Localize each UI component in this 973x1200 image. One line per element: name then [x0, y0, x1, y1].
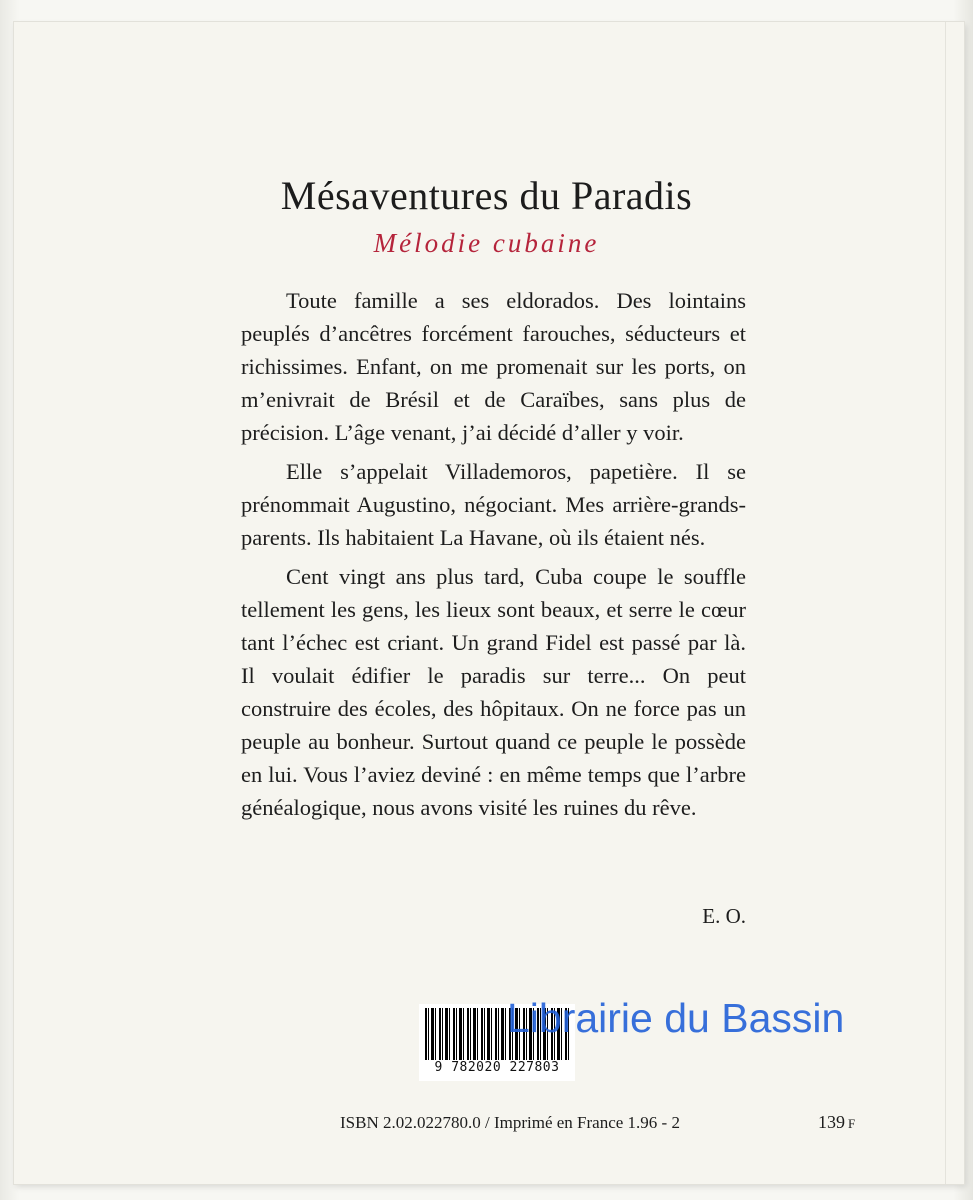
blurb-text [241, 284, 746, 830]
isbn-line: ISBN 2.02.022780.0 / Imprimé en France 1.96 - 2 [340, 1113, 680, 1132]
barcode-digits: 9 782020 227803 [434, 1060, 560, 1075]
blurb-paragraph-2: Elle s’appelait Villademoros, papetière. Il se prénommait Augustino, négociant. Mes arrière-grands-parents. Ils habitaient La Havane, où ils étaient nés. [241, 459, 746, 550]
bookseller-watermark: Librairie du Bassin [507, 995, 845, 1041]
price-value: 139 [818, 1112, 845, 1132]
author-initials: E. O. [702, 904, 746, 928]
blurb-paragraph-3: Cent vingt ans plus tard, Cuba coupe le souffle tellement les gens, les lieux sont beaux, et serre le cœur tant l’échec est criant. Un grand Fidel est passé par là. Il voulait édifier le paradis sur terre... On peut construire des écoles, des hôpitaux. On ne force pas un peuple au bonheur. Surtout quand ce peuple le possède en lui. Vous l’aviez deviné : en même temps que l’arbre généalogique, nous avons visité les ruines du rêve. [241, 564, 746, 820]
price-label [818, 1112, 855, 1133]
book-title: Mésaventures du Paradis [280, 173, 693, 218]
price-unit: F [848, 1116, 856, 1131]
blurb-paragraph-1: Toute famille a ses eldorados. Des lointains peuplés d’ancêtres forcément farouches, séducteurs et richissimes. Enfant, on me promenait sur les ports, on m’enivrait de Brésil et de Caraïbes, sans plus de précision. L’âge venant, j’ai décidé d’aller y voir. [241, 288, 746, 445]
book-subtitle: Mélodie cubaine [373, 228, 600, 258]
